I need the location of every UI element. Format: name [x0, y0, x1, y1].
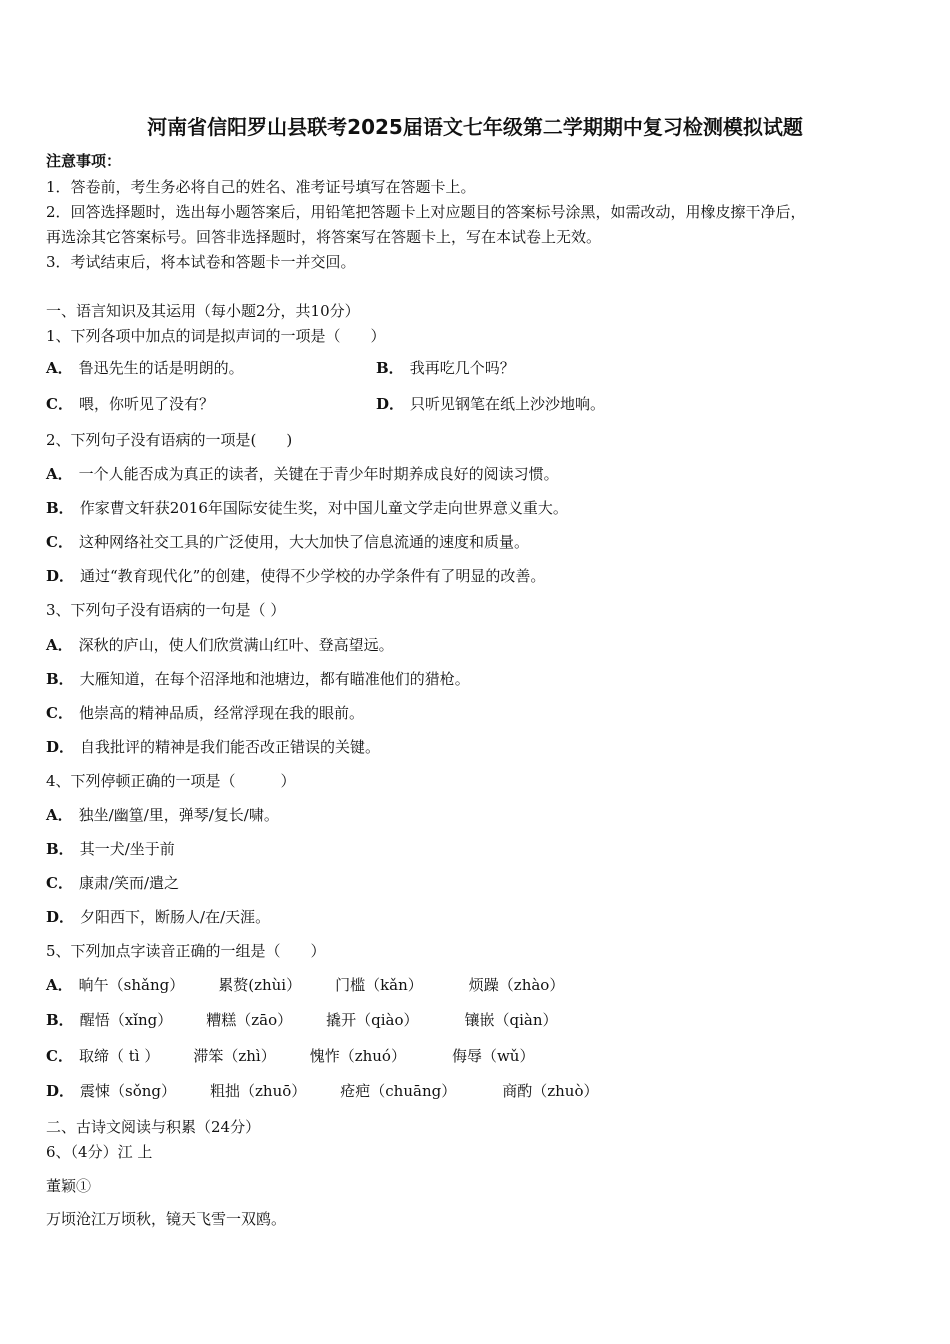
q3-stem: 3、下列句子没有语病的一句是（ ）	[46, 601, 286, 619]
q1-stem: 1、下列各项中加点的词是拟声词的一项是（ ）	[46, 327, 386, 345]
poem-line-1: 万顷沧江万顷秋，镜天飞雪一双鸥。	[46, 1210, 287, 1228]
q3-option-d: D． 自我批评的精神是我们能否改正错误的关键。	[46, 738, 381, 756]
q5-stem: 5、下列加点字读音正确的一组是（ ）	[46, 942, 326, 960]
q6-stem: 6、（4分）江 上	[46, 1143, 153, 1161]
q2-option-d: D． 通过“教育现代化”的创建，使得不少学校的办学条件有了明显的改善。	[46, 567, 546, 585]
q5-option-c: C． 取缔（ tì ） 滞笨（zhì） 愧怍（zhuó） 侮辱（wǔ）	[46, 1047, 535, 1065]
q3-option-a: A． 深秋的庐山，使人们欣赏满山红叶、登高望远。	[46, 636, 394, 654]
q2-option-c: C． 这种网络社交工具的广泛使用，大大加快了信息流通的速度和质量。	[46, 533, 529, 551]
q2-option-b: B． 作家曹文轩获2016年国际安徒生奖，对中国儿童文学走向世界意义重大。	[46, 499, 568, 517]
q5-option-d: D． 震悚（sǒng） 粗拙（zhuō） 疮疤（chuāng） 商酌（zhuò）	[46, 1082, 599, 1100]
q4-option-b: B． 其一犬/坐于前	[46, 840, 175, 858]
q4-stem: 4、下列停顿正确的一项是（ ）	[46, 772, 296, 790]
q1-option-c: C． 喂，你听见了没有？	[46, 395, 214, 413]
notice-item-2b: 再选涂其它答案标号。回答非选择题时，将答案写在答题卡上，写在本试卷上无效。	[46, 228, 602, 246]
notice-heading: 注意事项：	[46, 152, 122, 170]
q3-option-c: C． 他崇高的精神品质，经常浮现在我的眼前。	[46, 704, 364, 722]
q4-option-c: C． 康肃/笑而/遣之	[46, 874, 180, 892]
q1-option-a: A． 鲁迅先生的话是明朗的。	[46, 359, 244, 377]
page-title: 河南省信阳罗山县联考2025届语文七年级第二学期期中复习检测模拟试题	[147, 115, 803, 139]
section-2-heading: 二、古诗文阅读与积累（24分）	[46, 1118, 261, 1136]
q5-option-a: A． 晌午（shǎng） 累赘(zhùi） 门槛（kǎn） 烦躁（zhào）	[46, 976, 565, 994]
q2-stem: 2、下列句子没有语病的一项是( )	[46, 431, 293, 449]
notice-item-2a: 2．回答选择题时，选出每小题答案后，用铅笔把答题卡上对应题目的答案标号涂黑，如需改动，用橡皮擦干净后，	[46, 203, 806, 221]
q4-option-a: A． 独坐/幽篁/里，弹琴/复长/啸。	[46, 806, 279, 824]
notice-item-3: 3．考试结束后，将本试卷和答题卡一并交回。	[46, 253, 356, 271]
q5-option-b: B． 醒悟（xǐng） 糟糕（zāo） 撬开（qiào） 镶嵌（qiàn）	[46, 1011, 558, 1029]
q4-option-d: D． 夕阳西下，断肠人/在/天涯。	[46, 908, 271, 926]
poem-author: 董颖①	[46, 1177, 92, 1195]
q2-option-a: A． 一个人能否成为真正的读者，关键在于青少年时期养成良好的阅读习惯。	[46, 465, 559, 483]
q1-option-d: D． 只听见钢笔在纸上沙沙地响。	[376, 395, 606, 413]
section-1-heading: 一、语言知识及其运用（每小题2分，共10分）	[46, 302, 360, 320]
q3-option-b: B． 大雁知道，在每个沼泽地和池塘边，都有瞄准他们的猎枪。	[46, 670, 470, 688]
notice-item-1: 1．答卷前，考生务必将自己的姓名、准考证号填写在答题卡上。	[46, 178, 476, 196]
q1-option-b: B． 我再吃几个吗？	[376, 359, 515, 377]
